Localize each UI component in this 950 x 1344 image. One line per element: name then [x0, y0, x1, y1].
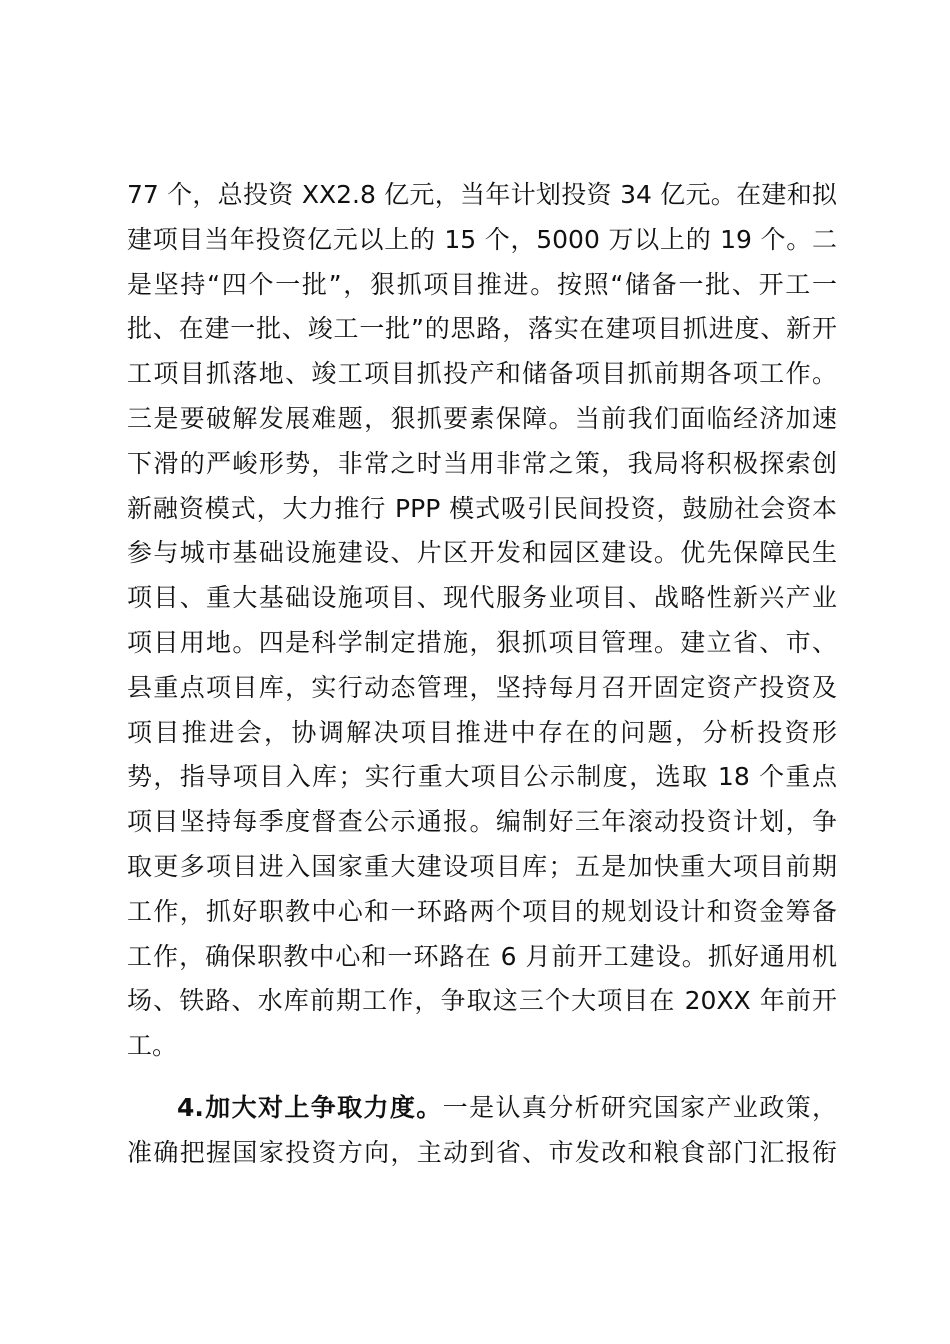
text-line: 批、在建一批、竣工一批”的思路，落实在建项目抓进度、新开 — [127, 314, 837, 344]
section-heading: 4.加大对上争取力度。 — [177, 1093, 443, 1122]
text-line: 新融资模式，大力推行 PPP 模式吸引民间投资，鼓励社会资本 — [127, 493, 837, 523]
text-line: 场、铁路、水库前期工作，争取这三个大项目在 20XX 年前开 — [127, 986, 837, 1016]
text-run: 一是认真分析研究国家产业政策， — [442, 1093, 837, 1122]
text-line: 项目坚持每季度督查公示通报。编制好三年滚动投资计划，争 — [127, 807, 837, 837]
text-line: 项目、重大基础设施项目、现代服务业项目、战略性新兴产业 — [127, 583, 837, 613]
text-line: 工作，抓好职教中心和一环路两个项目的规划设计和资金筹备 — [127, 896, 837, 926]
text-line: 工作，确保职教中心和一环路在 6 月前开工建设。抓好通用机 — [127, 941, 837, 971]
text-line: 工项目抓落地、竣工项目抓投产和储备项目抓前期各项工作。 — [127, 359, 837, 389]
text-line: 项目用地。四是科学制定措施，狠抓项目管理。建立省、市、 — [127, 627, 837, 657]
text-line: 取更多项目进入国家重大建设项目库；五是加快重大项目前期 — [127, 851, 837, 881]
text-line: 准确把握国家投资方向，主动到省、市发改和粮食部门汇报衔 — [127, 1137, 837, 1167]
text-line: 下滑的严峻形势，非常之时当用非常之策，我局将积极探索创 — [127, 448, 837, 478]
text-line: 三是要破解发展难题，狠抓要素保障。当前我们面临经济加速 — [127, 403, 837, 433]
text-line: 势，指导项目入库；实行重大项目公示制度，选取 18 个重点 — [127, 762, 837, 792]
text-line — [127, 1086, 837, 1131]
text-line: 县重点项目库，实行动态管理，坚持每月召开固定资产投资及 — [127, 672, 837, 702]
text-line: 项目推进会，协调解决项目推进中存在的问题，分析投资形 — [127, 717, 837, 747]
paragraph-1 — [127, 173, 837, 1069]
text-line: 建项目当年投资亿元以上的 15 个，5000 万以上的 19 个。二 — [127, 224, 837, 254]
text-line: 是坚持“四个一批”，狠抓项目推进。按照“储备一批、开工一 — [127, 269, 837, 299]
text-line: 77 个，总投资 XX2.8 亿元，当年计划投资 34 亿元。在建和拟 — [127, 180, 837, 209]
text-line: 参与城市基础设施建设、片区开发和园区建设。优先保障民生 — [127, 538, 837, 568]
paragraph-2 — [127, 1086, 837, 1176]
text-line: 工。 — [127, 1031, 178, 1061]
